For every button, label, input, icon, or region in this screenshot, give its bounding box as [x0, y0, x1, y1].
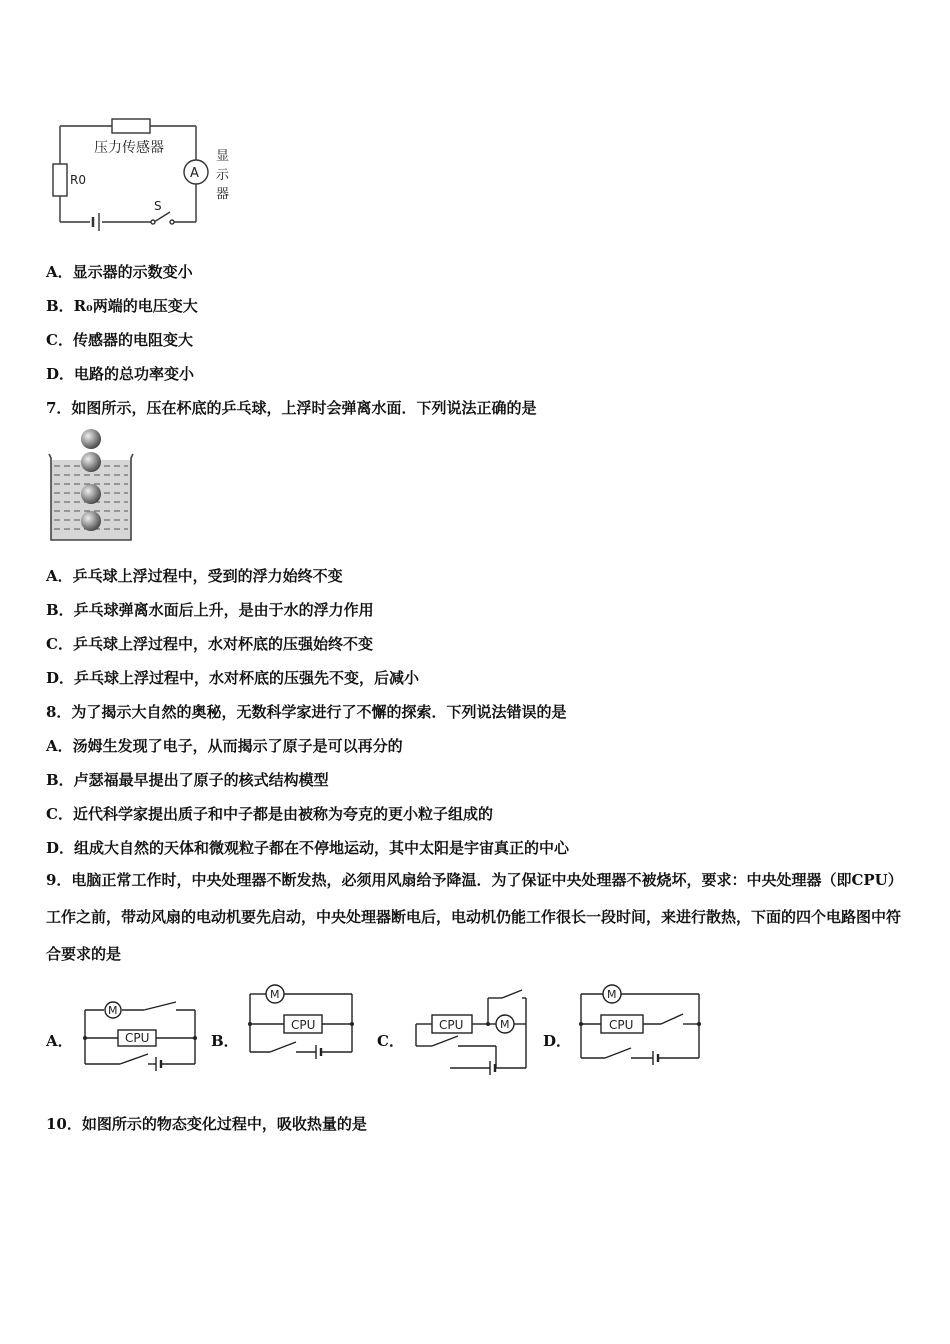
- q9-stem: 9．电脑正常工作时，中央处理器不断发热，必须用风扇给予降温．为了保证中央处理器不被烧坏，要求：中央处理器（即CPU）工作之前，带动风扇的电动机要先启动，中央处理器断电后，电动机仍能工作很长一段时间，来进行散热，下面的四个电路图中符合要求的是: [46, 871, 903, 963]
- q7-option-d: D．乒乓球上浮过程中，水对杯底的压强先不变，后减小: [46, 669, 420, 687]
- q7-option-c: C．乒乓球上浮过程中，水对杯底的压强始终不变: [46, 635, 373, 653]
- ammeter-symbol: A: [190, 166, 199, 181]
- q9-label-a: A．: [46, 1032, 73, 1050]
- q8-option-a: A．汤姆生发现了电子，从而揭示了原子是可以再分的: [46, 737, 403, 755]
- ping-pong-ball: [81, 429, 101, 449]
- q9-label-c: C．: [377, 1032, 404, 1050]
- q8-stem: 8．为了揭示大自然的奥秘，无数科学家进行了不懈的探索．下列说法错误的是: [46, 703, 567, 721]
- pressure-sensor: [112, 119, 150, 133]
- ping-pong-ball: [81, 511, 101, 531]
- display-label-3: 器: [216, 187, 230, 202]
- q10-stem: 10．如图所示的物态变化过程中，吸收热量的是: [46, 1115, 367, 1133]
- q7-option-a: A．乒乓球上浮过程中，受到的浮力始终不变: [46, 567, 343, 585]
- ping-pong-ball: [81, 452, 101, 472]
- q8-option-b: B．卢瑟福最早提出了原子的核式结构模型: [46, 771, 329, 789]
- motor-label: M: [607, 988, 617, 1001]
- q7-option-b: B．乒乓球弹离水面后上升，是由于水的浮力作用: [46, 601, 374, 619]
- cpu-label: CPU: [125, 1031, 150, 1045]
- circuit-option-d: [575, 984, 705, 1066]
- motor-label: M: [270, 988, 280, 1001]
- circuit-option-c: [410, 986, 535, 1076]
- sensor-label: 压力传感器: [94, 140, 164, 156]
- display-label-1: 显: [216, 149, 230, 164]
- circuit-option-b: [244, 984, 360, 1062]
- display-label-2: 示: [216, 168, 230, 183]
- cpu-label: CPU: [291, 1018, 316, 1032]
- q9-label-d: D．: [543, 1032, 572, 1050]
- q8-option-d: D．组成大自然的天体和微观粒子都在不停地运动，其中太阳是宇宙真正的中心: [46, 839, 570, 857]
- q6-option-b: B．R₀两端的电压变大: [46, 297, 198, 315]
- beaker-ping-pong-figure: [46, 428, 136, 544]
- q8-option-c: C．近代科学家提出质子和中子都是由被称为夸克的更小粒子组成的: [46, 805, 493, 823]
- q7-stem: 7．如图所示，压在杯底的乒乓球，上浮时会弹离水面．下列说法正确的是: [46, 399, 537, 417]
- resistor-r0: [53, 164, 67, 196]
- resistor-label: R0: [70, 173, 86, 187]
- cpu-label: CPU: [609, 1018, 634, 1032]
- q6-option-a: A．显示器的示数变小: [46, 263, 193, 281]
- q9-label-b: B．: [211, 1032, 239, 1050]
- cpu-label: CPU: [439, 1018, 464, 1032]
- q6-option-d: D．电路的总功率变小: [46, 365, 195, 383]
- circuit-option-a: [80, 994, 200, 1074]
- pressure-sensor-circuit-figure: [44, 112, 244, 234]
- switch-label: S: [154, 199, 162, 213]
- motor-label: M: [500, 1018, 510, 1031]
- q6-option-c: C．传感器的电阻变大: [46, 331, 193, 349]
- motor-label: M: [108, 1004, 118, 1017]
- ping-pong-ball: [81, 484, 101, 504]
